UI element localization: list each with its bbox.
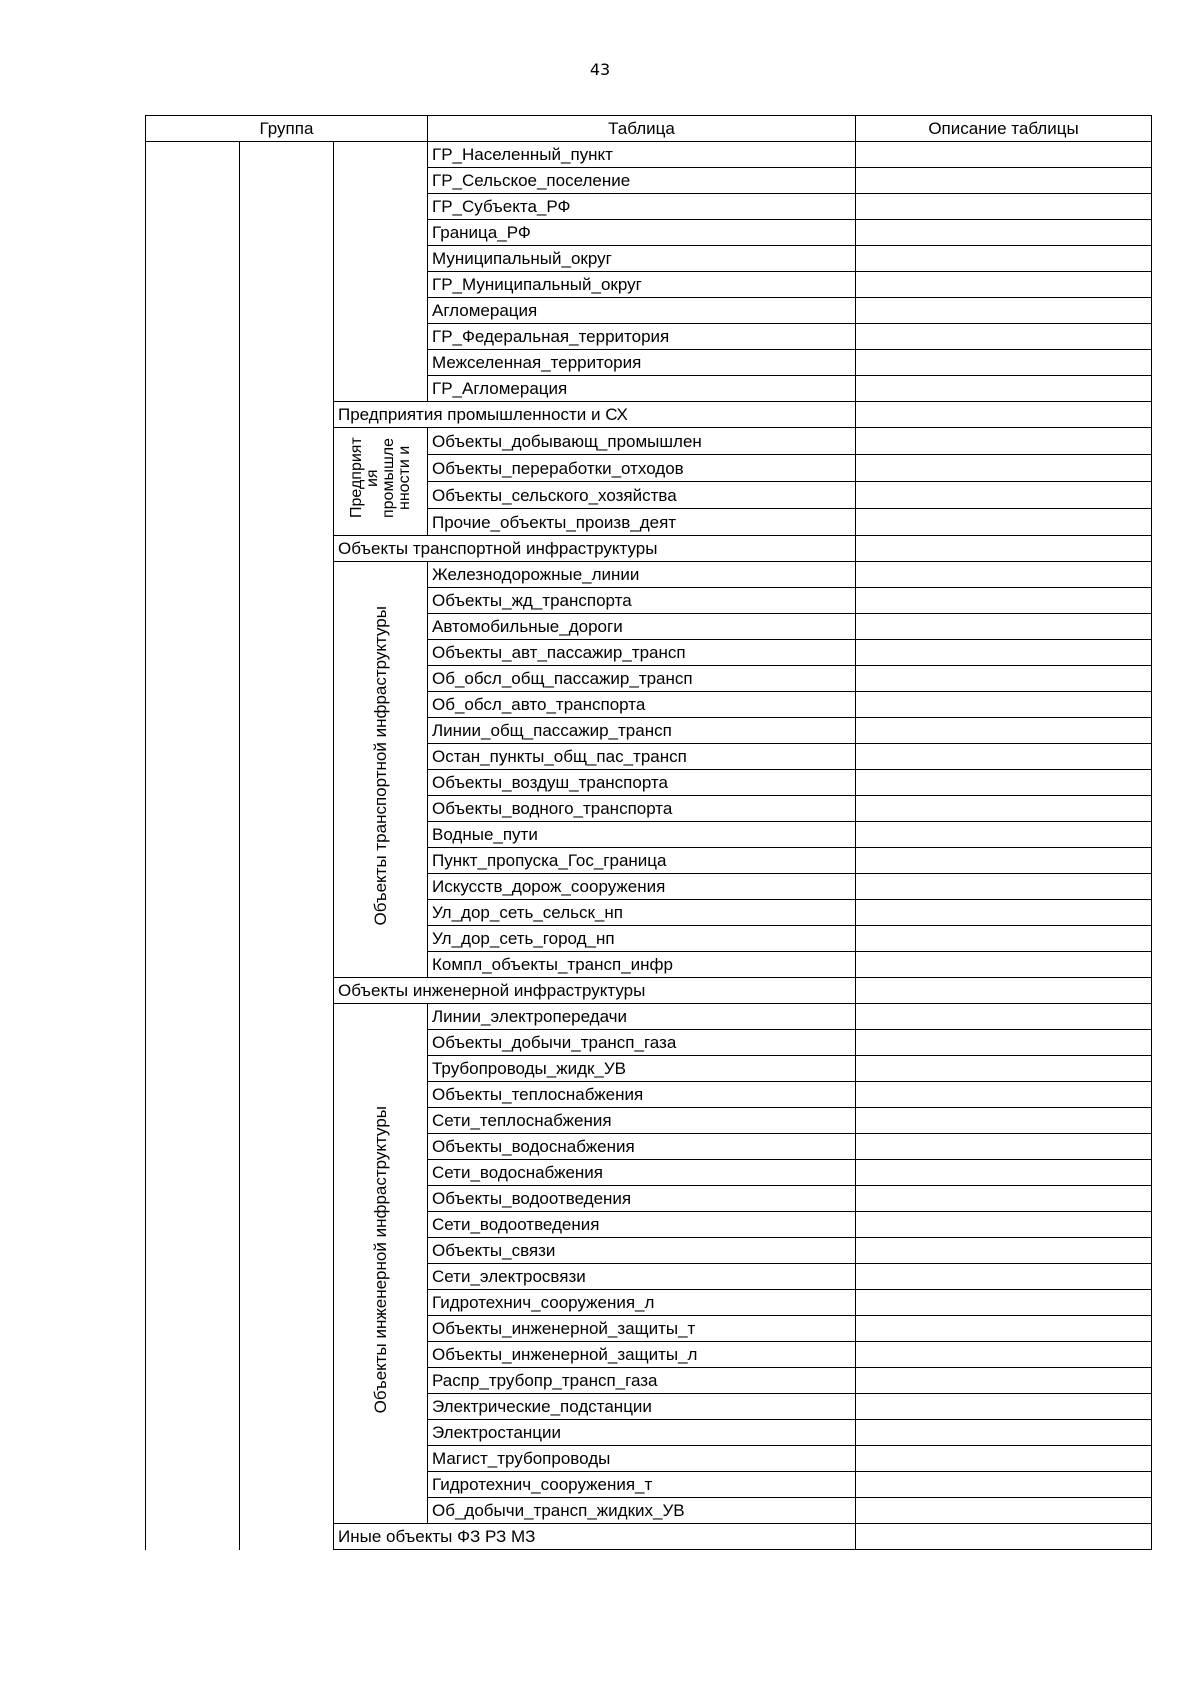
- table-name-cell: Об_добычи_трансп_жидких_УВ: [428, 1498, 856, 1524]
- description-cell: [856, 1056, 1152, 1082]
- description-cell: [856, 952, 1152, 978]
- group-level-2-cell: [240, 142, 334, 1550]
- description-cell: [856, 1108, 1152, 1134]
- table-body: [146, 142, 1152, 1550]
- table-name-cell: ГР_Населенный_пункт: [428, 142, 856, 168]
- table-name-cell: Водные_пути: [428, 822, 856, 848]
- description-cell: [856, 796, 1152, 822]
- description-cell: [856, 1342, 1152, 1368]
- engineering-group-header: Объекты инженерной инфраструктуры: [334, 978, 856, 1004]
- transport-group-header: Объекты транспортной инфраструктуры: [334, 536, 856, 562]
- table-name-cell: Объекты_добычи_трансп_газа: [428, 1030, 856, 1056]
- description-cell: [856, 1498, 1152, 1524]
- table-name-cell: Об_обсл_авто_транспорта: [428, 692, 856, 718]
- description-cell: [856, 324, 1152, 350]
- description-cell: [856, 272, 1152, 298]
- table-name-cell: Объекты_переработки_отходов: [428, 455, 856, 482]
- table-name-cell: Остан_пункты_общ_пас_трансп: [428, 744, 856, 770]
- industry-group-header: Предприятия промышленности и СХ: [334, 402, 856, 428]
- engineering-group-label: Объекты инженерной инфраструктуры: [370, 1106, 390, 1414]
- description-cell: [856, 1238, 1152, 1264]
- table-name-cell: Гидротехнич_сооружения_т: [428, 1472, 856, 1498]
- description-cell: [856, 744, 1152, 770]
- table-header: Таблица: [428, 116, 856, 142]
- description-cell: [856, 1160, 1152, 1186]
- description-cell: [856, 482, 1152, 509]
- description-cell: [856, 1134, 1152, 1160]
- description-cell: [856, 718, 1152, 744]
- table-name-cell: Электростанции: [428, 1420, 856, 1446]
- description-cell: [856, 926, 1152, 952]
- description-cell: [856, 1004, 1152, 1030]
- other-group-header: Иные объекты ФЗ РЗ МЗ: [334, 1524, 856, 1550]
- group-header: Группа: [146, 116, 428, 142]
- description-cell: [856, 562, 1152, 588]
- table-name-cell: Объекты_инженерной_защиты_т: [428, 1316, 856, 1342]
- table-name-cell: Объекты_жд_транспорта: [428, 588, 856, 614]
- table-name-cell: Объекты_связи: [428, 1238, 856, 1264]
- table-name-cell: Электрические_подстанции: [428, 1394, 856, 1420]
- table-name-cell: Компл_объекты_трансп_инфр: [428, 952, 856, 978]
- description-cell: [856, 588, 1152, 614]
- description-cell: [856, 1524, 1152, 1550]
- table-name-cell: Пункт_пропуска_Гос_граница: [428, 848, 856, 874]
- table-name-cell: Распр_трубопр_трансп_газа: [428, 1368, 856, 1394]
- description-cell: [856, 770, 1152, 796]
- table-name-cell: Граница_РФ: [428, 220, 856, 246]
- table-name-cell: Объекты_сельского_хозяйства: [428, 482, 856, 509]
- table-name-cell: Сети_электросвязи: [428, 1264, 856, 1290]
- table-name-cell: Объекты_водоотведения: [428, 1186, 856, 1212]
- description-cell: [856, 142, 1152, 168]
- transport-group-cell: [334, 562, 428, 978]
- description-cell: [856, 246, 1152, 272]
- description-cell: [856, 1394, 1152, 1420]
- description-cell: [856, 1420, 1152, 1446]
- table-name-cell: Объекты_добывающ_промышлен: [428, 428, 856, 455]
- table-name-cell: Объекты_водоснабжения: [428, 1134, 856, 1160]
- description-cell: [856, 1290, 1152, 1316]
- description-cell: [856, 536, 1152, 562]
- description-cell: [856, 640, 1152, 666]
- description-cell: [856, 848, 1152, 874]
- table-name-cell: Гидротехнич_сооружения_л: [428, 1290, 856, 1316]
- description-cell: [856, 1368, 1152, 1394]
- description-cell: [856, 350, 1152, 376]
- table-header-row: [146, 116, 1152, 142]
- table-name-cell: Линии_электропередачи: [428, 1004, 856, 1030]
- description-cell: [856, 376, 1152, 402]
- description-cell: [856, 1446, 1152, 1472]
- page-number: 43: [589, 60, 611, 79]
- description-cell: [856, 1030, 1152, 1056]
- description-cell: [856, 1264, 1152, 1290]
- description-cell: [856, 509, 1152, 536]
- table-name-cell: Агломерация: [428, 298, 856, 324]
- table-name-cell: Объекты_теплоснабжения: [428, 1082, 856, 1108]
- table-name-cell: Объекты_авт_пассажир_трансп: [428, 640, 856, 666]
- table-name-cell: Магист_трубопроводы: [428, 1446, 856, 1472]
- description-cell: [856, 428, 1152, 455]
- description-cell: [856, 168, 1152, 194]
- industry-group-label: Предприят ия промышле нности и: [347, 437, 413, 519]
- table-name-cell: Ул_дор_сеть_город_нп: [428, 926, 856, 952]
- description-cell: [856, 455, 1152, 482]
- layer-table: [145, 115, 1152, 1550]
- description-cell: [856, 614, 1152, 640]
- description-cell: [856, 1212, 1152, 1238]
- description-cell: [856, 298, 1152, 324]
- table-name-cell: Объекты_воздуш_транспорта: [428, 770, 856, 796]
- table-name-cell: Межселенная_территория: [428, 350, 856, 376]
- table-name-cell: Прочие_объекты_произв_деят: [428, 509, 856, 536]
- table-name-cell: Линии_общ_пассажир_трансп: [428, 718, 856, 744]
- group-level-1-cell: [146, 142, 240, 1550]
- table-name-cell: Железнодорожные_линии: [428, 562, 856, 588]
- description-cell: [856, 1316, 1152, 1342]
- description-cell: [856, 1186, 1152, 1212]
- table-row: [146, 142, 1152, 168]
- transport-group-label: Объекты транспортной инфраструктуры: [370, 606, 390, 926]
- table-name-cell: Автомобильные_дороги: [428, 614, 856, 640]
- description-cell: [856, 822, 1152, 848]
- table-name-cell: Ул_дор_сеть_сельск_нп: [428, 900, 856, 926]
- table-name-cell: ГР_Муниципальный_округ: [428, 272, 856, 298]
- table-name-cell: Объекты_водного_транспорта: [428, 796, 856, 822]
- description-cell: [856, 1082, 1152, 1108]
- table-name-cell: Об_обсл_общ_пассажир_трансп: [428, 666, 856, 692]
- table-name-cell: Сети_водоснабжения: [428, 1160, 856, 1186]
- table-name-cell: ГР_Агломерация: [428, 376, 856, 402]
- table-name-cell: ГР_Федеральная_территория: [428, 324, 856, 350]
- description-cell: [856, 194, 1152, 220]
- table-name-cell: ГР_Субъекта_РФ: [428, 194, 856, 220]
- description-cell: [856, 978, 1152, 1004]
- table-name-cell: Искусств_дорож_сооружения: [428, 874, 856, 900]
- description-header: Описание таблицы: [856, 116, 1152, 142]
- industry-group-cell: [334, 428, 428, 536]
- table-name-cell: Трубопроводы_жидк_УВ: [428, 1056, 856, 1082]
- description-cell: [856, 900, 1152, 926]
- table-name-cell: Сети_теплоснабжения: [428, 1108, 856, 1134]
- engineering-group-cell: [334, 1004, 428, 1524]
- description-cell: [856, 220, 1152, 246]
- description-cell: [856, 666, 1152, 692]
- description-cell: [856, 692, 1152, 718]
- description-cell: [856, 402, 1152, 428]
- description-cell: [856, 874, 1152, 900]
- table-name-cell: Муниципальный_округ: [428, 246, 856, 272]
- description-cell: [856, 1472, 1152, 1498]
- boundaries-group-cell: [334, 142, 428, 402]
- table-name-cell: ГР_Сельское_поселение: [428, 168, 856, 194]
- table-name-cell: Объекты_инженерной_защиты_л: [428, 1342, 856, 1368]
- table-name-cell: Сети_водоотведения: [428, 1212, 856, 1238]
